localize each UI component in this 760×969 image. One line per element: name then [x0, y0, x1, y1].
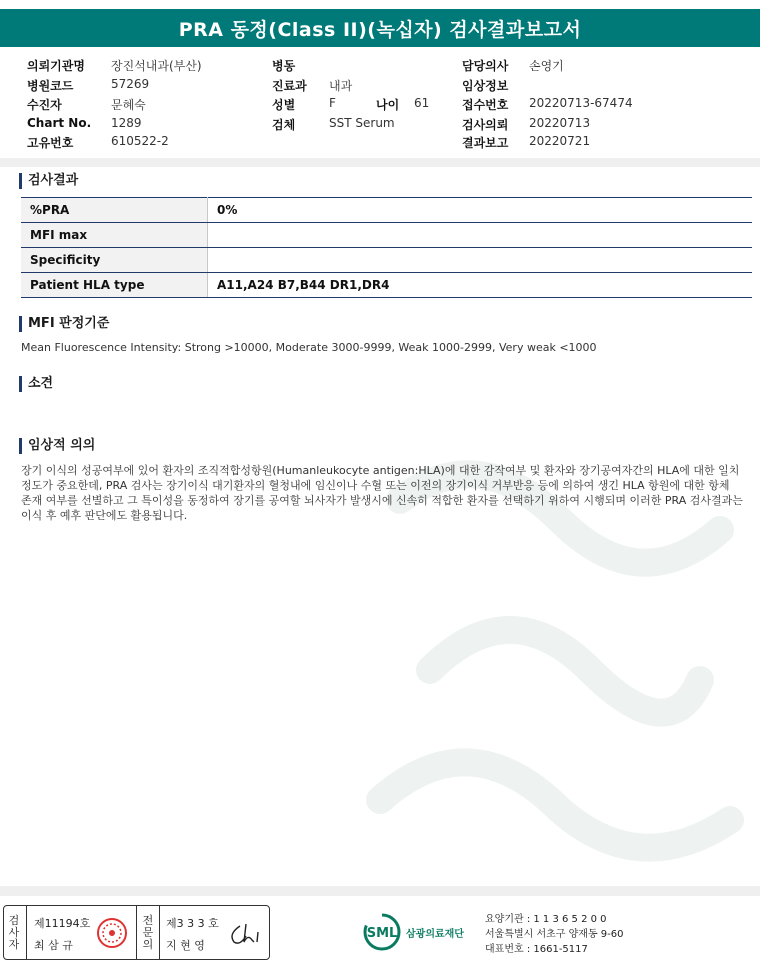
patient-info — [0, 54, 760, 152]
seal-stamp-icon — [96, 917, 128, 949]
info-label: 검사의뢰 — [462, 118, 509, 132]
institution-name: 삼광의료재단 — [406, 928, 464, 940]
signature-box — [3, 905, 270, 960]
result-value: 0% — [208, 198, 753, 223]
info-label: 성별 — [272, 98, 296, 112]
result-table — [21, 197, 752, 298]
text-line: 정도가 중요한데, PRA 검사는 장기이식 대기환자의 혈청내에 임신이나 수혈 또는 이전의 장기이식 거부반응 등에 의하여 생긴 HLA 항원에 대한 항체 — [21, 479, 730, 492]
info-label: 결과보고 — [462, 136, 509, 150]
divider — [136, 906, 137, 959]
age-value: 61 — [414, 96, 430, 110]
divider — [26, 906, 27, 959]
result-key: Specificity — [21, 248, 208, 273]
text-line: 이식 후 예후 판단에도 활용됩니다. — [21, 509, 188, 522]
examiner-name: 최 삼 규 — [34, 939, 73, 952]
info-label: Chart No. — [27, 116, 92, 130]
footer-divider — [0, 886, 760, 896]
info-label: 검체 — [272, 118, 296, 132]
examiner-license-no: 제11194호 — [34, 917, 91, 930]
info-value: 문혜숙 — [111, 98, 146, 112]
info-value: 20220713-67474 — [529, 96, 633, 110]
section-title-mfi: MFI 판정기준 — [19, 316, 109, 332]
info-value: 610522-2 — [111, 134, 169, 148]
info-value: 20220713 — [529, 116, 591, 130]
mfi-criteria-text: Mean Fluorescence Intensity: Strong >10000, Moderate 3000-9999, Weak 1000-2999, Very weak <1000 — [21, 341, 597, 354]
text-line: 장기 이식의 성공여부에 있어 환자의 조직적합성항원(Humanleukocyte antigen:HLA)에 대한 감작여부 및 환자와 장기공여자간의 HLA에 대한 일치 — [21, 464, 740, 477]
sml-logo-icon — [362, 912, 402, 952]
result-value — [208, 223, 753, 248]
info-value: 1289 — [111, 116, 142, 130]
info-value: F — [329, 96, 336, 110]
info-label: 병원코드 — [27, 79, 74, 93]
institution-logo — [362, 910, 464, 954]
svg-text:SML: SML — [366, 926, 398, 941]
age-label: 나이 — [376, 98, 400, 112]
info-value: 손영기 — [529, 59, 564, 73]
phone-number: 대표번호 : 1661-5117 — [485, 944, 588, 955]
info-value: 내과 — [329, 79, 353, 93]
result-key: Patient HLA type — [21, 273, 208, 298]
table-row — [21, 223, 752, 248]
info-label: 담당의사 — [462, 59, 509, 73]
info-label: 임상정보 — [462, 79, 509, 93]
section-title-result: 검사결과 — [19, 173, 78, 189]
care-institution-no: 요양기관 : 1 1 3 6 5 2 0 0 — [485, 914, 607, 925]
info-label: 의뢰기관명 — [27, 59, 85, 73]
result-value — [208, 248, 753, 273]
report-title: PRA 동정(Class II)(녹십자) 검사결과보고서 — [0, 9, 760, 47]
result-value: A11,A24 B7,B44 DR1,DR4 — [208, 273, 753, 298]
clinical-significance-text — [21, 463, 743, 523]
info-value: 장진석내과(부산) — [111, 59, 202, 73]
table-row — [21, 198, 752, 223]
table-row — [21, 248, 752, 273]
info-value: 57269 — [111, 77, 150, 91]
specialist-label: 전 문 의 — [142, 913, 154, 951]
address: 서울특별시 서초구 양재동 9-60 — [485, 929, 624, 940]
divider — [0, 158, 760, 167]
info-label: 수진자 — [27, 98, 62, 112]
divider — [159, 906, 160, 959]
handwritten-signature-icon — [226, 920, 264, 948]
section-title-opinion: 소견 — [19, 376, 53, 392]
specialist-license-no: 제3 3 3 호 — [166, 917, 219, 930]
table-row — [21, 273, 752, 298]
result-key: MFI max — [21, 223, 208, 248]
info-label: 고유번호 — [27, 136, 74, 150]
info-value: 20220721 — [529, 134, 591, 148]
section-title-clinical: 임상적 의의 — [19, 438, 95, 454]
info-label: 접수번호 — [462, 98, 509, 112]
text-line: 존재 여부를 선별하고 그 특이성을 동정하여 장기를 공여할 뇌사자가 발생시에 신속히 적합한 환자를 선택하기 위하여 시행되며 이러한 PRA 검사결과는 — [21, 494, 743, 507]
result-key: %PRA — [21, 198, 208, 223]
info-value: SST Serum — [329, 116, 395, 130]
specialist-name: 지 현 영 — [166, 939, 205, 952]
examiner-label: 검 사 자 — [8, 913, 20, 951]
info-label: 병동 — [272, 59, 296, 73]
info-label: 진료과 — [272, 79, 307, 93]
institution-contact — [485, 912, 624, 957]
